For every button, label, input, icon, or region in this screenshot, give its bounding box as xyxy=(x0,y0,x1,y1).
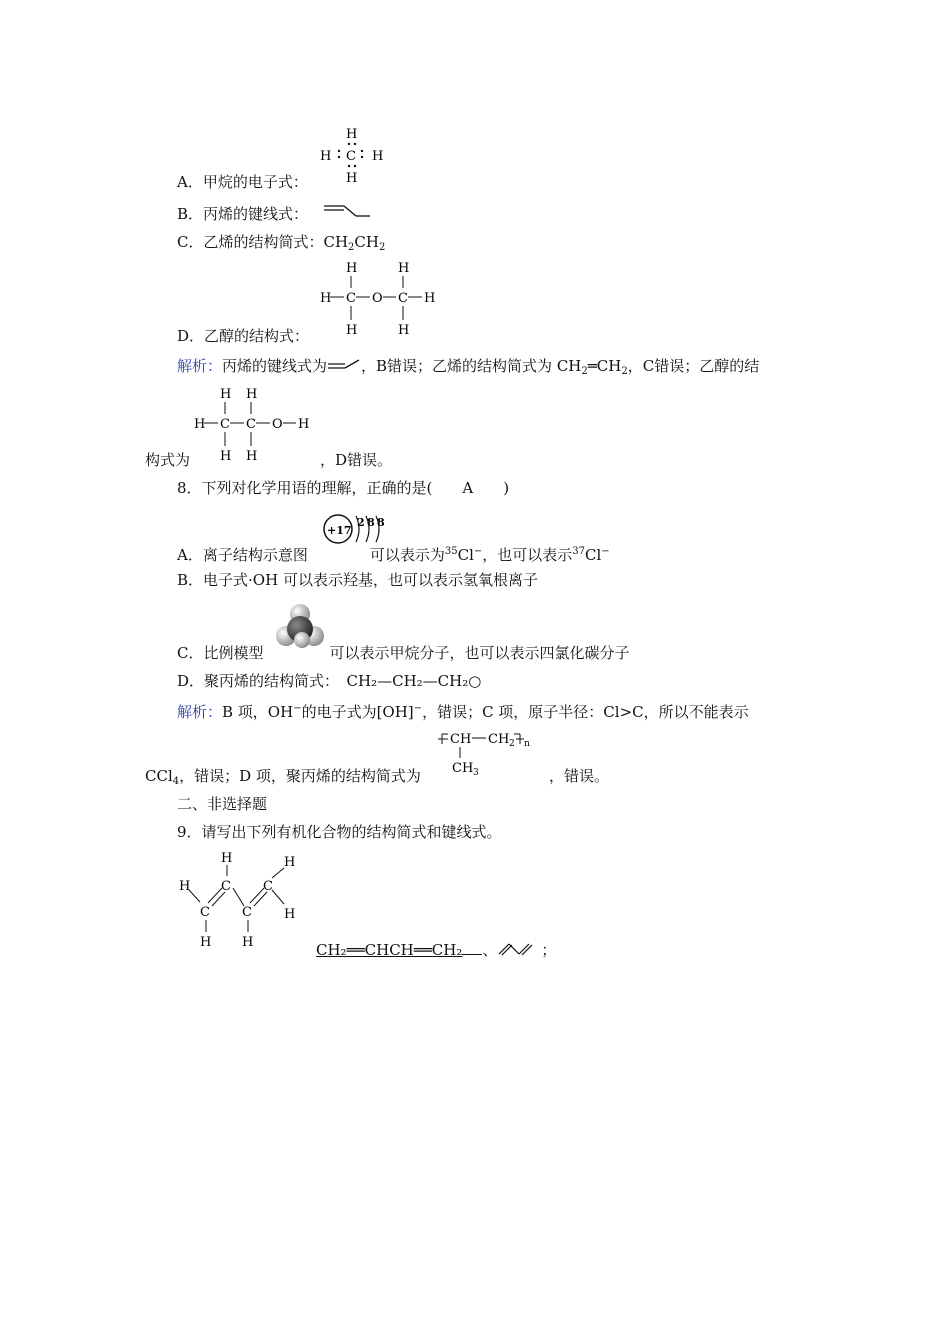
svg-text:H: H xyxy=(242,935,254,950)
svg-text:3: 3 xyxy=(473,768,479,778)
svg-text:H: H xyxy=(246,387,258,402)
ethanol-structural-formula-option xyxy=(316,258,446,342)
svg-text:H: H xyxy=(179,879,191,894)
svg-text:H: H xyxy=(284,907,296,922)
svg-text:H: H xyxy=(346,261,358,276)
svg-text:H: H xyxy=(194,417,206,432)
q7-analysis-cont: 构式为 ，D错误。 xyxy=(145,451,393,469)
svg-text:C: C xyxy=(242,905,252,920)
svg-text:CH: CH xyxy=(450,732,472,747)
svg-text:n: n xyxy=(524,739,530,749)
svg-text:O: O xyxy=(372,291,383,306)
svg-text:H: H xyxy=(221,851,233,866)
q7-option-d: D．乙醇的结构式： xyxy=(177,327,310,345)
butadiene-structural-formula xyxy=(176,848,306,958)
svg-text:H: H xyxy=(320,149,332,164)
svg-text:CH: CH xyxy=(488,732,510,747)
svg-text:H: H xyxy=(346,127,358,142)
svg-text:H: H xyxy=(320,291,332,306)
svg-text:H: H xyxy=(398,261,410,276)
svg-text:H: H xyxy=(398,323,410,338)
q8-option-c: C．比例模型 可以表示甲烷分子，也可以表示四氯化碳分子 xyxy=(177,644,630,662)
svg-text:H: H xyxy=(246,449,258,464)
svg-text:H: H xyxy=(200,935,212,950)
svg-text:2: 2 xyxy=(509,739,515,749)
svg-text:C: C xyxy=(220,417,230,432)
svg-text:O: O xyxy=(272,417,283,432)
svg-text:+17: +17 xyxy=(327,524,352,537)
q7-analysis: 解析：丙烯的键线式为 ，B错误；乙烯的结构简式为 $CH_2═CH_2$，C错误；乙醇的结 xyxy=(177,357,760,377)
svg-text:H: H xyxy=(346,171,358,186)
svg-text:H: H xyxy=(372,149,384,164)
svg-text:H: H xyxy=(424,291,436,306)
section-heading: 二、非选择题 xyxy=(177,795,268,813)
q7-option-b: B．丙烯的键线式： xyxy=(177,205,309,223)
svg-text:C: C xyxy=(200,905,210,920)
svg-text:C: C xyxy=(246,417,256,432)
q8-stem: 8．下列对化学用语的理解，正确的是( A ) xyxy=(177,479,510,497)
q7-option-c: C．乙烯的结构简式：$CH_2CH_2$ xyxy=(177,233,386,253)
svg-text:H: H xyxy=(298,417,310,432)
q8-analysis: 解析：B 项，OH−的电子式为[OH]−，错误；C 项，原子半径：Cl>C，所以不能表示 xyxy=(177,703,749,721)
svg-text:CH: CH xyxy=(452,761,474,776)
svg-text:C: C xyxy=(398,291,408,306)
butadiene-skeletal-formula xyxy=(497,940,541,956)
q8-option-a: A．离子结构示意图 可以表示为$^{35}$Cl−，也可以表示$^{37}$Cl− xyxy=(177,546,610,564)
propene-skeletal-icon xyxy=(327,358,361,372)
q9-stem: 9．请写出下列有机化合物的结构简式和键线式。 xyxy=(177,823,502,841)
propene-skeletal-formula xyxy=(322,203,372,219)
methane-electron-formula xyxy=(316,124,386,188)
svg-text:C: C xyxy=(346,149,356,164)
svg-text:8: 8 xyxy=(377,516,385,529)
q8-analysis-cont: CCl$_4$，错误；D 项，聚丙烯的结构简式为 ，错误。 xyxy=(145,767,609,787)
q8-option-b: B．电子式·OH 可以表示羟基，也可以表示氢氧根离子 xyxy=(177,571,538,589)
svg-text:H: H xyxy=(346,323,358,338)
q7-option-a: A．甲烷的电子式： xyxy=(177,173,308,191)
svg-text:C: C xyxy=(263,879,273,894)
q9-answer: CH₂══CHCH══CH₂ 、 ； xyxy=(316,941,557,959)
q8-option-d: D．聚丙烯的结构简式： CH₂—CH₂—CH₂○ xyxy=(177,672,482,690)
svg-text:H: H xyxy=(220,387,232,402)
svg-text:H: H xyxy=(284,855,296,870)
svg-text:H: H xyxy=(220,449,232,464)
svg-text:2: 2 xyxy=(357,516,365,529)
svg-text:C: C xyxy=(346,291,356,306)
svg-text:C: C xyxy=(221,879,231,894)
svg-text:8: 8 xyxy=(367,516,375,529)
